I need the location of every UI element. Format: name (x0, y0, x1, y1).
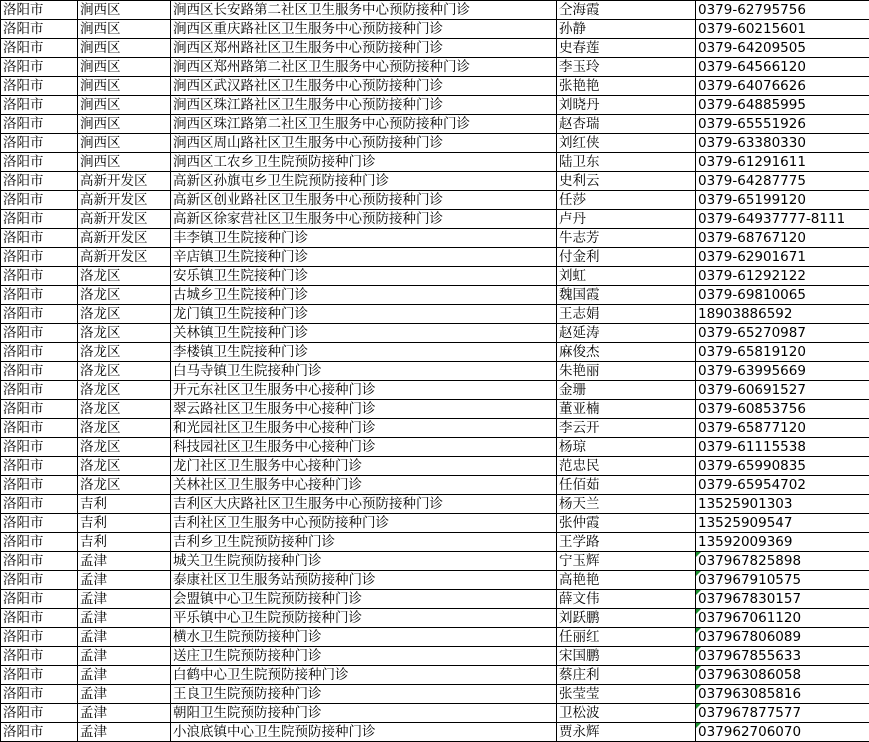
city-cell[interactable]: 洛阳市 (1, 362, 78, 381)
city-cell[interactable]: 洛阳市 (1, 685, 78, 704)
district-cell[interactable]: 涧西区 (78, 1, 171, 20)
clinic-name-cell[interactable]: 古城乡卫生院接种门诊 (171, 286, 557, 305)
clinic-name-cell[interactable]: 龙门社区卫生服务中心接种门诊 (171, 457, 557, 476)
city-cell[interactable]: 洛阳市 (1, 419, 78, 438)
city-cell[interactable]: 洛阳市 (1, 704, 78, 723)
city-cell[interactable]: 洛阳市 (1, 58, 78, 77)
district-cell[interactable]: 洛龙区 (78, 400, 171, 419)
district-cell[interactable]: 洛龙区 (78, 419, 171, 438)
phone-cell[interactable]: 037967825898 (696, 552, 869, 571)
contact-person-cell[interactable]: 杨天兰 (557, 495, 696, 514)
city-cell[interactable]: 洛阳市 (1, 39, 78, 58)
contact-person-cell[interactable]: 高艳艳 (557, 571, 696, 590)
district-cell[interactable]: 高新开发区 (78, 229, 171, 248)
phone-cell[interactable]: 037967806089 (696, 628, 869, 647)
table-row (1, 248, 869, 267)
table-row (1, 362, 869, 381)
table-row (1, 457, 869, 476)
contact-person-cell[interactable]: 麻俊杰 (557, 343, 696, 362)
clinic-name-cell[interactable]: 平乐镇中心卫生院预防接种门诊 (171, 609, 557, 628)
contact-person-cell[interactable]: 李云开 (557, 419, 696, 438)
district-cell[interactable]: 孟津 (78, 685, 171, 704)
district-cell[interactable]: 高新开发区 (78, 248, 171, 267)
phone-cell[interactable]: 0379-64287775 (696, 172, 869, 191)
city-cell[interactable]: 洛阳市 (1, 324, 78, 343)
phone-cell[interactable]: 0379-65954702 (696, 476, 869, 495)
table-row (1, 191, 869, 210)
city-cell[interactable]: 洛阳市 (1, 533, 78, 552)
table-row (1, 476, 869, 495)
table-row (1, 685, 869, 704)
district-cell[interactable]: 吉利 (78, 495, 171, 514)
district-cell[interactable]: 孟津 (78, 571, 171, 590)
district-cell[interactable]: 涧西区 (78, 96, 171, 115)
contact-person-cell[interactable]: 刘红侠 (557, 134, 696, 153)
clinic-name-cell[interactable]: 涧西区武汉路社区卫生服务中心预防接种门诊 (171, 77, 557, 96)
city-cell[interactable]: 洛阳市 (1, 400, 78, 419)
contact-person-cell[interactable]: 付金利 (557, 248, 696, 267)
city-cell[interactable]: 洛阳市 (1, 590, 78, 609)
table-row (1, 39, 869, 58)
clinic-name-cell[interactable]: 涧西区珠江路社区卫生服务中心预防接种门诊 (171, 96, 557, 115)
table-row (1, 704, 869, 723)
city-cell[interactable]: 洛阳市 (1, 552, 78, 571)
district-cell[interactable]: 涧西区 (78, 115, 171, 134)
contact-person-cell[interactable]: 卫松波 (557, 704, 696, 723)
contact-person-cell[interactable]: 孙静 (557, 20, 696, 39)
phone-cell[interactable]: 0379-62901671 (696, 248, 869, 267)
clinic-name-cell[interactable]: 小浪底镇中心卫生院预防接种门诊 (171, 723, 557, 742)
district-cell[interactable]: 洛龙区 (78, 476, 171, 495)
clinic-name-cell[interactable]: 吉利区大庆路社区卫生服务中心预防接种门诊 (171, 495, 557, 514)
table-row (1, 96, 869, 115)
district-cell[interactable]: 涧西区 (78, 153, 171, 172)
contact-person-cell[interactable]: 范忠民 (557, 457, 696, 476)
district-cell[interactable]: 涧西区 (78, 20, 171, 39)
table-row (1, 115, 869, 134)
contact-person-cell[interactable]: 陆卫东 (557, 153, 696, 172)
table-row (1, 628, 869, 647)
city-cell[interactable]: 洛阳市 (1, 77, 78, 96)
contact-person-cell[interactable]: 赵杏瑞 (557, 115, 696, 134)
clinic-name-cell[interactable]: 李楼镇卫生院接种门诊 (171, 343, 557, 362)
city-cell[interactable]: 洛阳市 (1, 457, 78, 476)
city-cell[interactable]: 洛阳市 (1, 647, 78, 666)
phone-cell[interactable]: 13525901303 (696, 495, 869, 514)
district-cell[interactable]: 孟津 (78, 609, 171, 628)
district-cell[interactable]: 高新开发区 (78, 210, 171, 229)
contact-person-cell[interactable]: 史春莲 (557, 39, 696, 58)
phone-cell[interactable]: 0379-61292122 (696, 267, 869, 286)
clinic-name-cell[interactable]: 涧西区重庆路社区卫生服务中心预防接种门诊 (171, 20, 557, 39)
clinic-name-cell[interactable]: 丰李镇卫生院接种门诊 (171, 229, 557, 248)
clinic-name-cell[interactable]: 关林镇卫生院接种门诊 (171, 324, 557, 343)
phone-cell[interactable]: 13525909547 (696, 514, 869, 533)
table-row (1, 571, 869, 590)
phone-cell[interactable]: 0379-63380330 (696, 134, 869, 153)
city-cell[interactable]: 洛阳市 (1, 666, 78, 685)
contact-person-cell[interactable]: 王学路 (557, 533, 696, 552)
contact-person-cell[interactable]: 宁玉辉 (557, 552, 696, 571)
contact-person-cell[interactable]: 朱艳丽 (557, 362, 696, 381)
contact-person-cell[interactable]: 薛文伟 (557, 590, 696, 609)
table-row (1, 609, 869, 628)
clinic-name-cell[interactable]: 白马寺镇卫生院接种门诊 (171, 362, 557, 381)
table-row (1, 590, 869, 609)
city-cell[interactable]: 洛阳市 (1, 248, 78, 267)
district-cell[interactable]: 孟津 (78, 552, 171, 571)
phone-cell[interactable]: 0379-68767120 (696, 229, 869, 248)
phone-cell[interactable]: 037963085816 (696, 685, 869, 704)
contact-person-cell[interactable]: 魏国霞 (557, 286, 696, 305)
contact-person-cell[interactable]: 王志娟 (557, 305, 696, 324)
district-cell[interactable]: 洛龙区 (78, 286, 171, 305)
phone-cell[interactable]: 0379-60215601 (696, 20, 869, 39)
city-cell[interactable]: 洛阳市 (1, 1, 78, 20)
clinic-name-cell[interactable]: 白鹤中心卫生院预防接种门诊 (171, 666, 557, 685)
district-cell[interactable]: 涧西区 (78, 58, 171, 77)
clinic-name-cell[interactable]: 送庄卫生院预防接种门诊 (171, 647, 557, 666)
city-cell[interactable]: 洛阳市 (1, 609, 78, 628)
city-cell[interactable]: 洛阳市 (1, 191, 78, 210)
city-cell[interactable]: 洛阳市 (1, 267, 78, 286)
table-row (1, 153, 869, 172)
phone-cell[interactable]: 037967061120 (696, 609, 869, 628)
contact-person-cell[interactable]: 张仲霞 (557, 514, 696, 533)
clinic-name-cell[interactable]: 涧西区郑州路第二社区卫生服务中心预防接种门诊 (171, 58, 557, 77)
phone-cell[interactable]: 0379-65990835 (696, 457, 869, 476)
phone-cell[interactable]: 0379-60853756 (696, 400, 869, 419)
contact-person-cell[interactable]: 张艳艳 (557, 77, 696, 96)
table-row (1, 20, 869, 39)
phone-cell[interactable]: 037967910575 (696, 571, 869, 590)
table-body (1, 1, 869, 742)
district-cell[interactable]: 涧西区 (78, 39, 171, 58)
phone-cell[interactable]: 0379-65270987 (696, 324, 869, 343)
table-row (1, 514, 869, 533)
city-cell[interactable]: 洛阳市 (1, 476, 78, 495)
district-cell[interactable]: 孟津 (78, 590, 171, 609)
clinic-name-cell[interactable]: 安乐镇卫生院接种门诊 (171, 267, 557, 286)
clinic-name-cell[interactable]: 高新区孙旗屯乡卫生院预防接种门诊 (171, 172, 557, 191)
city-cell[interactable]: 洛阳市 (1, 20, 78, 39)
phone-cell[interactable]: 13592009369 (696, 533, 869, 552)
phone-cell[interactable]: 0379-65877120 (696, 419, 869, 438)
phone-cell[interactable]: 18903886592 (696, 305, 869, 324)
table-row (1, 438, 869, 457)
clinic-name-cell[interactable]: 横水卫生院预防接种门诊 (171, 628, 557, 647)
table-row (1, 533, 869, 552)
table-row (1, 1, 869, 20)
contact-person-cell[interactable]: 杨琼 (557, 438, 696, 457)
city-cell[interactable]: 洛阳市 (1, 628, 78, 647)
district-cell[interactable]: 孟津 (78, 666, 171, 685)
table-row (1, 400, 869, 419)
contact-person-cell[interactable]: 贾永辉 (557, 723, 696, 742)
table-row (1, 172, 869, 191)
city-cell[interactable]: 洛阳市 (1, 153, 78, 172)
phone-cell[interactable]: 037967855633 (696, 647, 869, 666)
clinic-name-cell[interactable]: 科技园社区卫生服务中心接种门诊 (171, 438, 557, 457)
clinic-name-cell[interactable]: 城关卫生院预防接种门诊 (171, 552, 557, 571)
clinic-name-cell[interactable]: 涧西区长安路第二社区卫生服务中心预防接种门诊 (171, 1, 557, 20)
clinic-name-cell[interactable]: 吉利乡卫生院预防接种门诊 (171, 533, 557, 552)
phone-cell[interactable]: 0379-69810065 (696, 286, 869, 305)
city-cell[interactable]: 洛阳市 (1, 229, 78, 248)
city-cell[interactable]: 洛阳市 (1, 96, 78, 115)
table-row (1, 134, 869, 153)
clinic-name-cell[interactable]: 高新区创业路社区卫生服务中心预防接种门诊 (171, 191, 557, 210)
table-row (1, 58, 869, 77)
table-row (1, 324, 869, 343)
district-cell[interactable]: 孟津 (78, 647, 171, 666)
phone-cell[interactable]: 0379-64076626 (696, 77, 869, 96)
table-row (1, 552, 869, 571)
contact-person-cell[interactable]: 赵延涛 (557, 324, 696, 343)
district-cell[interactable]: 洛龙区 (78, 457, 171, 476)
clinic-name-cell[interactable]: 涧西区周山路社区卫生服务中心预防接种门诊 (171, 134, 557, 153)
contact-person-cell[interactable]: 刘晓丹 (557, 96, 696, 115)
phone-cell[interactable]: 0379-60691527 (696, 381, 869, 400)
table-row (1, 723, 869, 742)
phone-cell[interactable]: 0379-64566120 (696, 58, 869, 77)
city-cell[interactable]: 洛阳市 (1, 343, 78, 362)
contact-person-cell[interactable]: 牛志芳 (557, 229, 696, 248)
phone-cell[interactable]: 0379-64937777-8111 (696, 210, 869, 229)
phone-cell[interactable]: 0379-65199120 (696, 191, 869, 210)
contact-person-cell[interactable]: 史利云 (557, 172, 696, 191)
district-cell[interactable]: 洛龙区 (78, 324, 171, 343)
table-row (1, 210, 869, 229)
contact-person-cell[interactable]: 宋国鹏 (557, 647, 696, 666)
phone-cell[interactable]: 0379-62795756 (696, 1, 869, 20)
phone-cell[interactable]: 0379-65819120 (696, 343, 869, 362)
clinic-name-cell[interactable]: 王良卫生院预防接种门诊 (171, 685, 557, 704)
contact-person-cell[interactable]: 刘虹 (557, 267, 696, 286)
phone-cell[interactable]: 0379-63995669 (696, 362, 869, 381)
clinic-name-cell[interactable]: 开元东社区卫生服务中心接种门诊 (171, 381, 557, 400)
city-cell[interactable]: 洛阳市 (1, 210, 78, 229)
clinic-name-cell[interactable]: 龙门镇卫生院接种门诊 (171, 305, 557, 324)
phone-cell[interactable]: 0379-65551926 (696, 115, 869, 134)
city-cell[interactable]: 洛阳市 (1, 495, 78, 514)
district-cell[interactable]: 高新开发区 (78, 191, 171, 210)
district-cell[interactable]: 孟津 (78, 723, 171, 742)
table-row (1, 229, 869, 248)
district-cell[interactable]: 涧西区 (78, 134, 171, 153)
table-row (1, 286, 869, 305)
contact-person-cell[interactable]: 任佰茹 (557, 476, 696, 495)
contact-person-cell[interactable]: 卢丹 (557, 210, 696, 229)
phone-cell[interactable]: 0379-61291611 (696, 153, 869, 172)
district-cell[interactable]: 洛龙区 (78, 362, 171, 381)
clinic-name-cell[interactable]: 涧西区工农乡卫生院预防接种门诊 (171, 153, 557, 172)
district-cell[interactable]: 吉利 (78, 514, 171, 533)
clinic-name-cell[interactable]: 朝阳卫生院预防接种门诊 (171, 704, 557, 723)
city-cell[interactable]: 洛阳市 (1, 134, 78, 153)
phone-cell[interactable]: 037963086058 (696, 666, 869, 685)
contact-person-cell[interactable]: 董亚楠 (557, 400, 696, 419)
district-cell[interactable]: 洛龙区 (78, 343, 171, 362)
city-cell[interactable]: 洛阳市 (1, 305, 78, 324)
clinic-name-cell[interactable]: 高新区徐家营社区卫生服务中心预防接种门诊 (171, 210, 557, 229)
clinic-name-cell[interactable]: 辛店镇卫生院接种门诊 (171, 248, 557, 267)
contact-person-cell[interactable]: 张莹莹 (557, 685, 696, 704)
clinic-name-cell[interactable]: 涧西区郑州路社区卫生服务中心预防接种门诊 (171, 39, 557, 58)
table-row (1, 77, 869, 96)
clinic-name-cell[interactable]: 翠云路社区卫生服务中心接种门诊 (171, 400, 557, 419)
contact-person-cell[interactable]: 李玉玲 (557, 58, 696, 77)
city-cell[interactable]: 洛阳市 (1, 115, 78, 134)
district-cell[interactable]: 洛龙区 (78, 305, 171, 324)
contact-person-cell[interactable]: 刘跃鹏 (557, 609, 696, 628)
phone-cell[interactable]: 0379-64885995 (696, 96, 869, 115)
contact-person-cell[interactable]: 金珊 (557, 381, 696, 400)
phone-cell[interactable]: 037967830157 (696, 590, 869, 609)
city-cell[interactable]: 洛阳市 (1, 438, 78, 457)
district-cell[interactable]: 孟津 (78, 704, 171, 723)
contact-person-cell[interactable]: 任丽红 (557, 628, 696, 647)
district-cell[interactable]: 洛龙区 (78, 438, 171, 457)
clinic-name-cell[interactable]: 关林社区卫生服务中心接种门诊 (171, 476, 557, 495)
city-cell[interactable]: 洛阳市 (1, 286, 78, 305)
table-row (1, 495, 869, 514)
table-row (1, 381, 869, 400)
district-cell[interactable]: 洛龙区 (78, 267, 171, 286)
city-cell[interactable]: 洛阳市 (1, 172, 78, 191)
district-cell[interactable]: 高新开发区 (78, 172, 171, 191)
table-row (1, 666, 869, 685)
phone-cell[interactable]: 037962706070 (696, 723, 869, 742)
city-cell[interactable]: 洛阳市 (1, 723, 78, 742)
clinic-name-cell[interactable]: 涧西区珠江路第二社区卫生服务中心预防接种门诊 (171, 115, 557, 134)
table-row (1, 647, 869, 666)
district-cell[interactable]: 洛龙区 (78, 381, 171, 400)
contact-person-cell[interactable]: 任莎 (557, 191, 696, 210)
clinic-name-cell[interactable]: 会盟镇中心卫生院预防接种门诊 (171, 590, 557, 609)
clinic-name-cell[interactable]: 泰康社区卫生服务站预防接种门诊 (171, 571, 557, 590)
phone-cell[interactable]: 037967877577 (696, 704, 869, 723)
phone-cell[interactable]: 0379-64209505 (696, 39, 869, 58)
table-row (1, 419, 869, 438)
contact-person-cell[interactable]: 仝海霞 (557, 1, 696, 20)
district-cell[interactable]: 吉利 (78, 533, 171, 552)
table-row (1, 343, 869, 362)
contact-person-cell[interactable]: 蔡庄利 (557, 666, 696, 685)
city-cell[interactable]: 洛阳市 (1, 381, 78, 400)
city-cell[interactable]: 洛阳市 (1, 514, 78, 533)
clinic-name-cell[interactable]: 和光园社区卫生服务中心接种门诊 (171, 419, 557, 438)
district-cell[interactable]: 孟津 (78, 628, 171, 647)
table-row (1, 267, 869, 286)
city-cell[interactable]: 洛阳市 (1, 571, 78, 590)
phone-cell[interactable]: 0379-61115538 (696, 438, 869, 457)
district-cell[interactable]: 涧西区 (78, 77, 171, 96)
clinic-name-cell[interactable]: 吉利社区卫生服务中心预防接种门诊 (171, 514, 557, 533)
table-row (1, 305, 869, 324)
